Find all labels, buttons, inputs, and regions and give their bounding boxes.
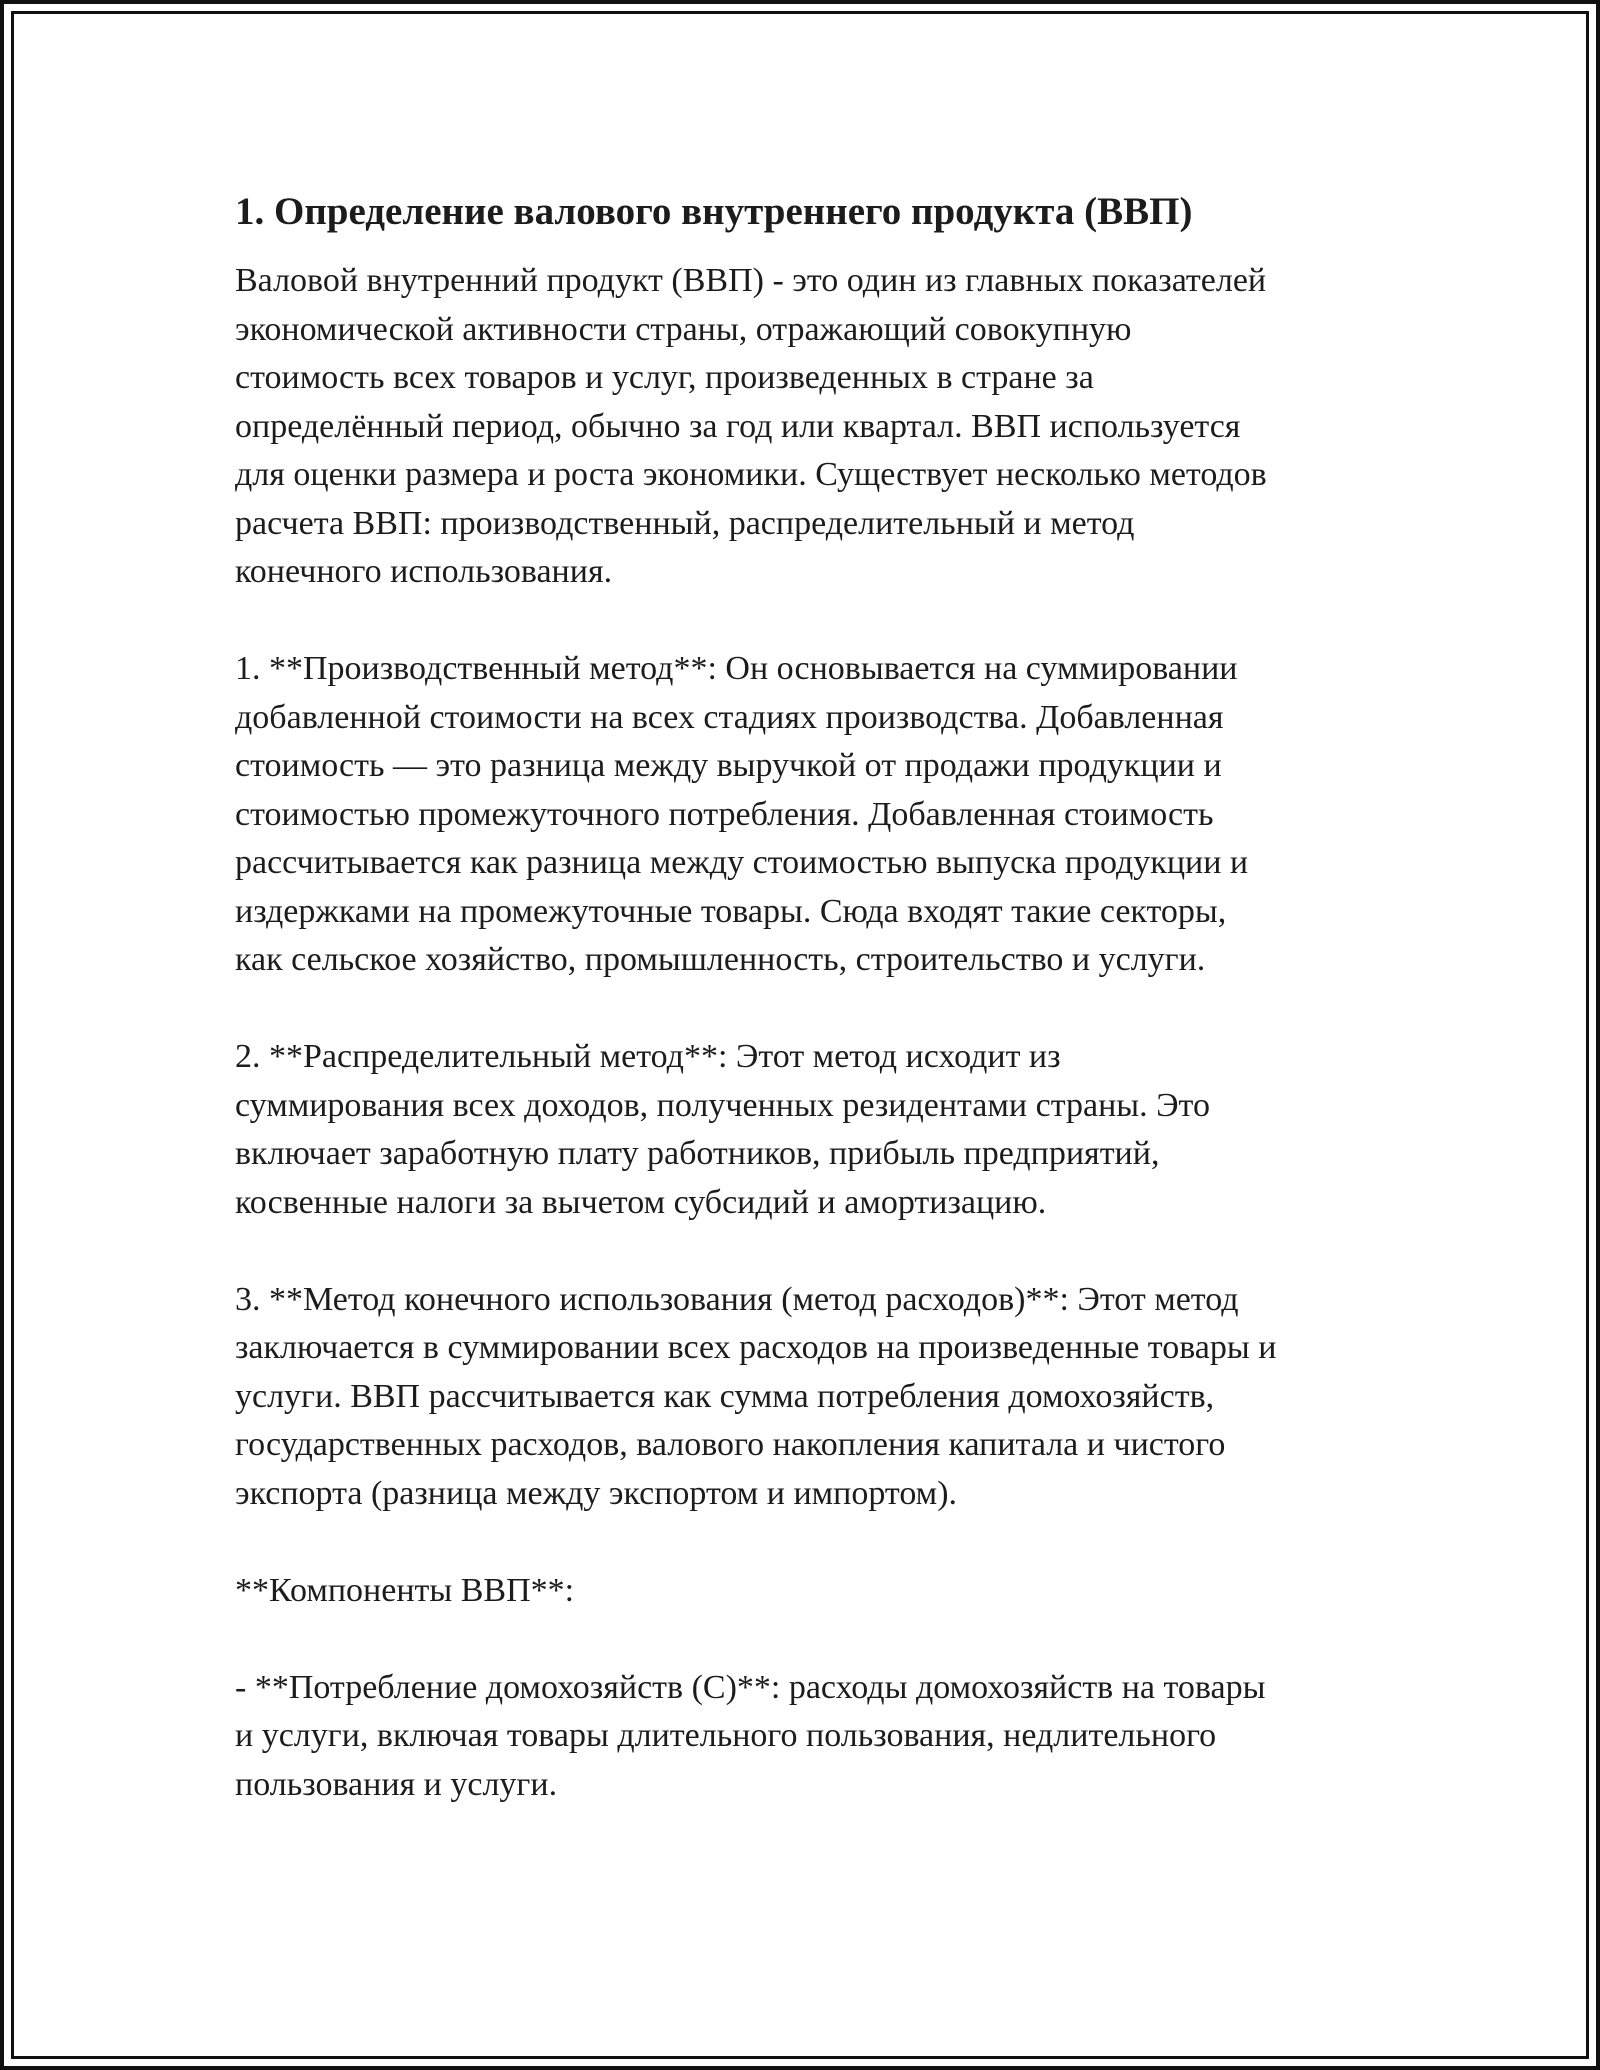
paragraph-distribution-method — [235, 1033, 1385, 1227]
text-line: конечного использования. — [235, 553, 613, 590]
text-line: суммирования всех доходов, полученных резидентами страны. Это — [235, 1086, 1210, 1124]
text-line: пользования и услуги. — [235, 1765, 558, 1803]
text-line: определённый период, обычно за год или квартал. ВВП используется — [235, 407, 1241, 445]
text-line: Валовой внутренний продукт (ВВП) - это один из главных показателей — [235, 262, 1267, 299]
text-line: косвенные налоги за вычетом субсидий и амортизацию. — [235, 1183, 1047, 1221]
paragraph-gdp-definition — [235, 257, 1385, 597]
text-line: стоимость — это разница между выручкой от продажи продукции и — [235, 747, 1222, 784]
text-line: добавленной стоимости на всех стадиях производства. Добавленная — [235, 698, 1224, 736]
text-line: услуги. ВВП рассчитывается как сумма потребления домохозяйств, — [235, 1377, 1215, 1415]
text-line: 2. **Распределительный метод**: Этот метод исходит из — [235, 1038, 1061, 1075]
text-line: заключается в суммировании всех расходов на произведенные товары и — [235, 1329, 1277, 1366]
paragraph-household-consumption — [235, 1664, 1385, 1810]
text-line: стоимостью промежуточного потребления. Добавленная стоимость — [235, 795, 1214, 833]
paragraph-expenditure-method — [235, 1276, 1385, 1519]
text-line: и услуги, включая товары длительного пользования, недлительного — [235, 1717, 1217, 1754]
paragraph-production-method — [235, 645, 1385, 985]
text-line: экспорта (разница между экспортом и импортом). — [235, 1474, 958, 1512]
text-line: 1. **Производственный метод**: Он основывается на суммировании — [235, 650, 1238, 687]
text-line: государственных расходов, валового накопления капитала и чистого — [235, 1426, 1226, 1463]
text-line: 3. **Метод конечного использования (метод расходов)**: Этот метод — [235, 1280, 1239, 1318]
text-line: **Компоненты ВВП**: — [235, 1571, 575, 1609]
paragraph-gdp-components-title — [235, 1567, 1385, 1616]
text-line: рассчитывается как разница между стоимостью выпуска продукции и — [235, 844, 1249, 881]
text-line: - **Потребление домохозяйств (C)**: расходы домохозяйств на товары — [235, 1668, 1266, 1706]
text-line: включает заработную плату работников, прибыль предприятий, — [235, 1135, 1160, 1172]
document-body — [235, 186, 1385, 1809]
text-line: расчета ВВП: производственный, распределительный и метод — [235, 504, 1135, 542]
text-line: экономической активности страны, отражающий совокупную — [235, 310, 1132, 348]
text-line: для оценки размера и роста экономики. Существует несколько методов — [235, 456, 1267, 493]
text-line: стоимость всех товаров и услуг, произведенных в стране за — [235, 359, 1094, 396]
section-heading: 1. Определение валового внутреннего продукта (ВВП) — [235, 190, 1193, 233]
text-line: как сельское хозяйство, промышленность, строительство и услуги. — [235, 941, 1206, 978]
text-line: издержками на промежуточные товары. Сюда входят такие секторы, — [235, 892, 1227, 930]
